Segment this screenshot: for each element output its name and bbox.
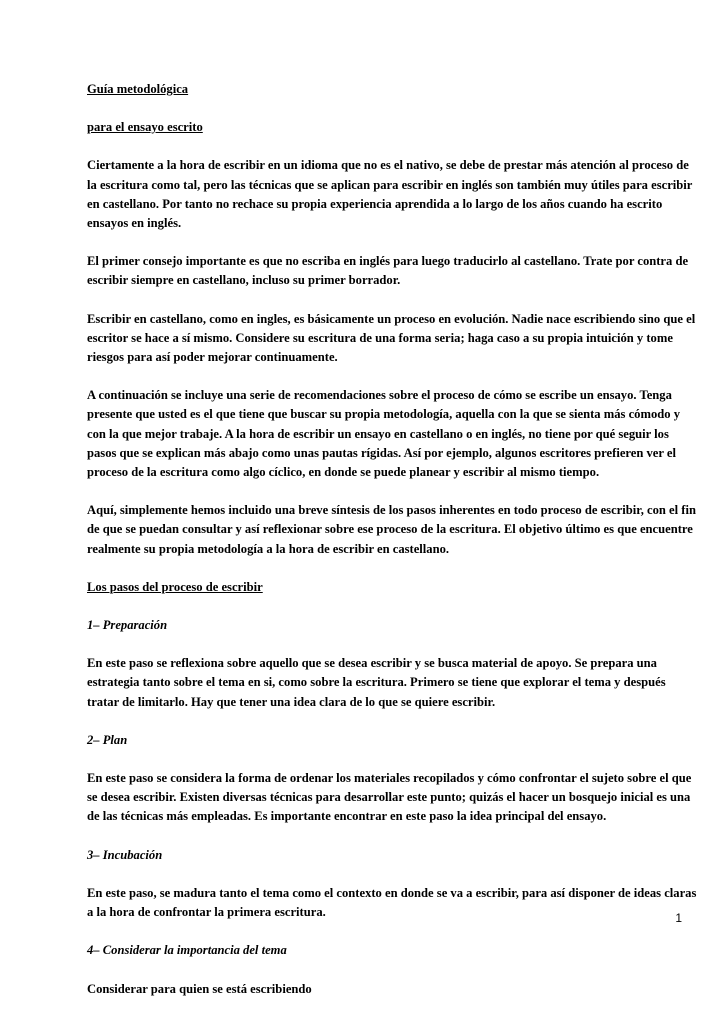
step-text-importancia: Considerar para quien se está escribiendo <box>87 981 312 996</box>
step-heading-plan: 2– Plan <box>87 732 128 747</box>
section-heading: Los pasos del proceso de escribir <box>87 579 263 594</box>
step-text-preparacion: En este paso se reflexiona sobre aquello que se desea escribir y se busca material de apoyo. Se prepara una estrategia tanto sobre el tema en si, como sobre la escritura. Primero se tiene que explorar el tema y después tratar de limitarlo. Hay que tener una idea clara de lo que se quiere escribir. <box>87 656 666 709</box>
step-heading-incubacion: 3– Incubación <box>87 847 163 862</box>
step-text-plan: En este paso se considera la forma de ordenar los materiales recopilados y cómo confrontar el sujeto sobre el que se desea escribir. Existen diversas técnicas para desarrollar este punto; quizás el hacer un bosquejo inicial es una de las técnicas más empleadas. Es importante encontrar en este paso la idea principal del ensayo. <box>87 771 692 824</box>
paragraph-evolution: Escribir en castellano, como en ingles, es básicamente un proceso en evolución. Nadie nace escribiendo sino que el escritor se hace a sí mismo. Considere su escritura de una forma seria; haga caso a su propia intuición y tome riesgos para así poder mejorar continuamente. <box>87 311 696 365</box>
paragraph-intro: Ciertamente a la hora de escribir en un idioma que no es el nativo, se debe de prestar más atención al proceso de la escritura como tal, pero las técnicas que se aplican para escribir en inglés son también muy útiles para escribir en castellano. Por tanto no rechace su propia experiencia aprendida a lo largo de los años cuando ha escrito ensayos en inglés. <box>87 158 693 231</box>
step-heading-preparacion: 1– Preparación <box>87 618 168 633</box>
step-text-incubacion: En este paso, se madura tanto el tema como el contexto en donde se va a escribir, para así disponer de ideas claras a la hora de confrontar la primera escritura. <box>87 885 697 920</box>
page-number: 1 <box>675 911 682 925</box>
step-heading-importancia: 4– Considerar la importancia del tema <box>87 943 287 958</box>
paragraph-first-advice: El primer consejo importante es que no escriba en inglés para luego traducirlo al castellano. Trate por contra de escribir siempre en castellano, incluso su primer borrador. <box>87 254 689 288</box>
document-subtitle: para el ensayo escrito <box>87 120 203 135</box>
document-title: Guía metodológica <box>87 82 189 96</box>
paragraph-recommendations: A continuación se incluye una serie de recomendaciones sobre el proceso de cómo se escribe un ensayo. Tenga presente que usted es el que tiene que buscar su propia metodología, aquella con la que se sienta más cómodo y con la que mejor trabaje. A la hora de escribir un ensayo en castellano o en inglés, no tiene por qué seguir los pasos que se explican más abajo como unas pautas rígidas. Así por ejemplo, algunos escritores prefieren ver el proceso de la escritura como algo cíclico, en donde se puede planear y escribir al mismo tiempo. <box>87 388 680 480</box>
document-body <box>87 80 697 1018</box>
paragraph-synthesis: Aquí, simplemente hemos incluido una breve síntesis de los pasos inherentes en todo proceso de escribir, con el fin de que se puedan consultar y así reflexionar sobre ese proceso de la escritura. El objetivo último es que encuentre realmente su propia metodología a la hora de escribir en castellano. <box>87 503 696 556</box>
